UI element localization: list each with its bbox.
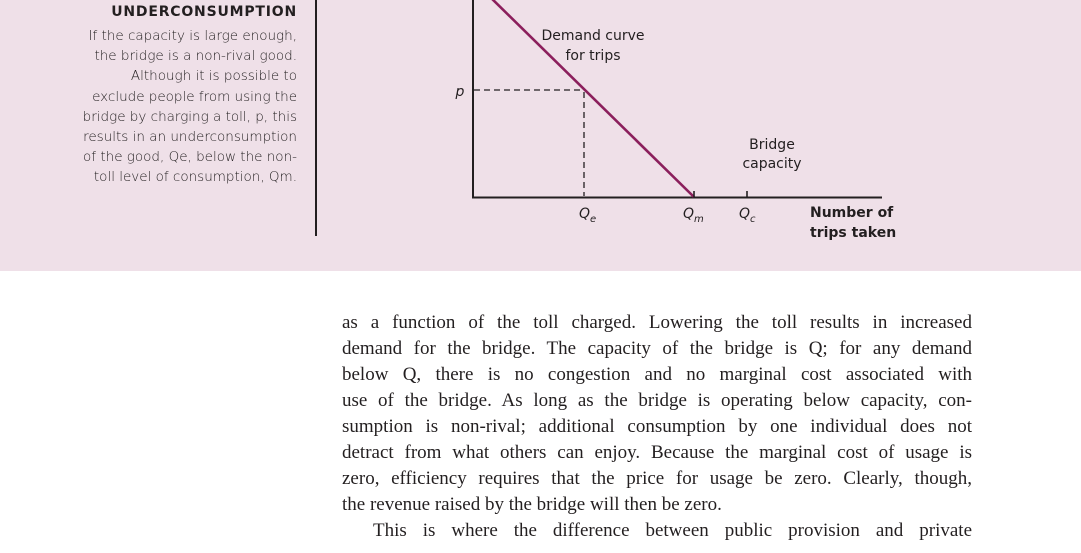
body-line: below Q, there is no congestion and no marginal cost associated with: [342, 364, 972, 385]
body-line: detract from what others can enjoy. Because the marginal cost of usage is: [342, 442, 972, 463]
caption-line: toll level of consumption, Qm.: [93, 169, 297, 186]
caption-line: If the capacity is large enough,: [88, 28, 297, 44]
x-axis-label: trips taken: [810, 225, 897, 241]
demand-curve-label: Demand curve: [541, 28, 645, 44]
caption-line: results in an underconsumption: [83, 129, 297, 146]
body-line: the revenue raised by the bridge will then be zero.: [342, 494, 722, 515]
body-line: This is where the difference between public provision and private: [373, 520, 972, 541]
demand-chart: [0, 0, 1081, 271]
body-line: zero, efficiency requires that the price for usage be zero. Clearly, though,: [342, 468, 972, 489]
tick-label-qm: $Q_m$: [683, 206, 704, 225]
demand-curve-label: for trips: [565, 48, 621, 64]
caption-line: of the good, Qe, below the non-: [83, 149, 297, 166]
body-line: demand for the bridge. The capacity of the bridge is Q; for any demand: [342, 338, 972, 359]
bridge-capacity-label: Bridge: [749, 137, 795, 153]
caption-line: the bridge is a non-rival good.: [94, 48, 297, 65]
body-line: use of the bridge. As long as the bridge is operating below capacity, con-: [342, 390, 972, 411]
x-axis-label: Number of: [810, 205, 894, 221]
caption-heading: UNDERCONSUMPTION: [111, 4, 297, 20]
tick-label-qc: $Q_c$: [739, 206, 756, 225]
body-line: as a function of the toll charged. Lowering the toll results in increased: [342, 312, 972, 333]
tick-label-qe: $Q_e$: [579, 206, 597, 225]
caption-line: Although it is possible to: [130, 68, 297, 85]
caption-line: bridge by charging a toll, p, this: [82, 108, 297, 125]
body-line: sumption is non-rival; additional consumption by one individual does not: [342, 416, 972, 437]
body-paragraphs: [342, 310, 972, 544]
bridge-capacity-label: capacity: [742, 156, 802, 172]
caption-line: exclude people from using the: [92, 88, 297, 105]
price-label: p: [455, 84, 465, 100]
